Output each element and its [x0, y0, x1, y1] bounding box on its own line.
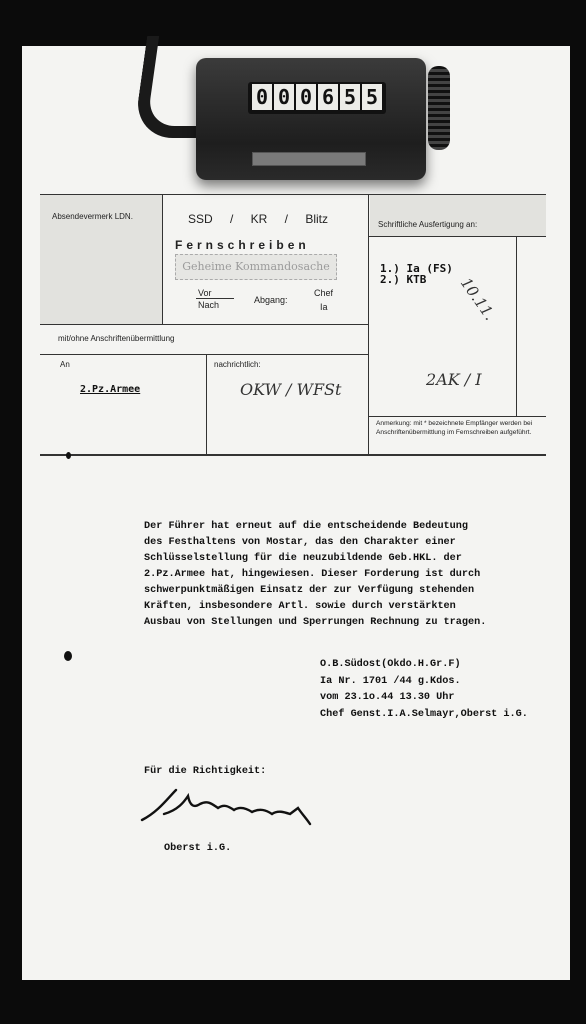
body-line: Schlüsselstellung für die neuzubildende Geb.HKL. der — [144, 553, 462, 564]
absendevermerk-label: Absendevermerk LDN. — [52, 212, 133, 221]
body-line: 2.Pz.Armee hat, hingewiesen. Dieser Forderung ist durch — [144, 569, 481, 580]
body-line: schwerpunktmäßigen Einsatz der zur Verfügung stehenden — [144, 585, 475, 596]
nach-label: Nach — [198, 300, 220, 310]
frame-counter-digits — [248, 82, 386, 114]
an-value: 2.Pz.Armee — [80, 384, 141, 395]
margin-note: 10.11. — [456, 274, 499, 324]
counter-digit: 0 — [296, 84, 316, 110]
sender-line: O.B.Südost(Okdo.H.Gr.F) — [320, 659, 461, 670]
priority-line: SSD / KR / Blitz — [188, 212, 329, 226]
body-line: Der Führer hat erneut auf die entscheidende Bedeutung — [144, 521, 469, 532]
form-title: Fernschreiben — [175, 238, 310, 252]
recipient-2: 2.) KTB — [380, 273, 427, 286]
abgang-label: Abgang: — [254, 295, 288, 305]
body-line: des Festhaltens von Mostar, das den Charakter einer — [144, 537, 456, 548]
ia-label: Ia — [320, 302, 328, 312]
sender-block — [320, 657, 528, 723]
counter-digit: 5 — [362, 84, 382, 110]
classification-stamp: Geheime Kommandosache — [175, 254, 337, 280]
margin-note: 2AK / I — [426, 370, 482, 389]
nachrichtlich-value: OKW / WFSt — [240, 380, 342, 399]
counter-digit: 5 — [340, 84, 360, 110]
punch-hole — [66, 452, 71, 459]
body-line: Kräften, insbesondere Artl. sowie durch verstärkten — [144, 601, 456, 612]
punch-hole — [64, 651, 72, 661]
counter-knob — [428, 66, 450, 150]
counter-digit: 0 — [252, 84, 272, 110]
signature — [138, 784, 316, 830]
an-label: An — [60, 360, 70, 369]
anschrift-label: mit/ohne Anschriftenübermittlung — [58, 334, 175, 343]
counter-digit: 0 — [274, 84, 294, 110]
nachrichtlich-label: nachrichtlich: — [214, 360, 261, 369]
recipient-1: 1.) Ia (FS) — [380, 262, 453, 275]
sender-line: vom 23.1o.44 13.30 Uhr — [320, 692, 455, 703]
counter-digit: 6 — [318, 84, 338, 110]
counter-plate — [252, 152, 366, 166]
anmerkung-note: Anmerkung: mit * bezeichnete Empfänger werden bei Anschriftenübermittlung im Fernschreiben aufgeführt. — [376, 420, 533, 436]
rank-label: Oberst i.G. — [164, 843, 232, 854]
ausfertigung-header — [370, 194, 546, 236]
teletype-form — [40, 194, 546, 456]
body-line: Ausbau von Stellungen und Sperrungen Rechnung zu tragen. — [144, 617, 487, 628]
chef-label: Chef — [314, 288, 334, 298]
richtigkeit-label: Für die Richtigkeit: — [144, 766, 267, 777]
sender-line: Ia Nr. 1701 /44 g.Kdos. — [320, 675, 461, 687]
message-body — [144, 519, 486, 631]
ausfertigung-label: Schriftliche Ausfertigung an: — [378, 220, 478, 229]
document-page — [22, 46, 570, 980]
sender-line: Chef Genst.I.A.Selmayr,Oberst i.G. — [320, 708, 528, 720]
vor-label: Vor — [198, 288, 212, 298]
